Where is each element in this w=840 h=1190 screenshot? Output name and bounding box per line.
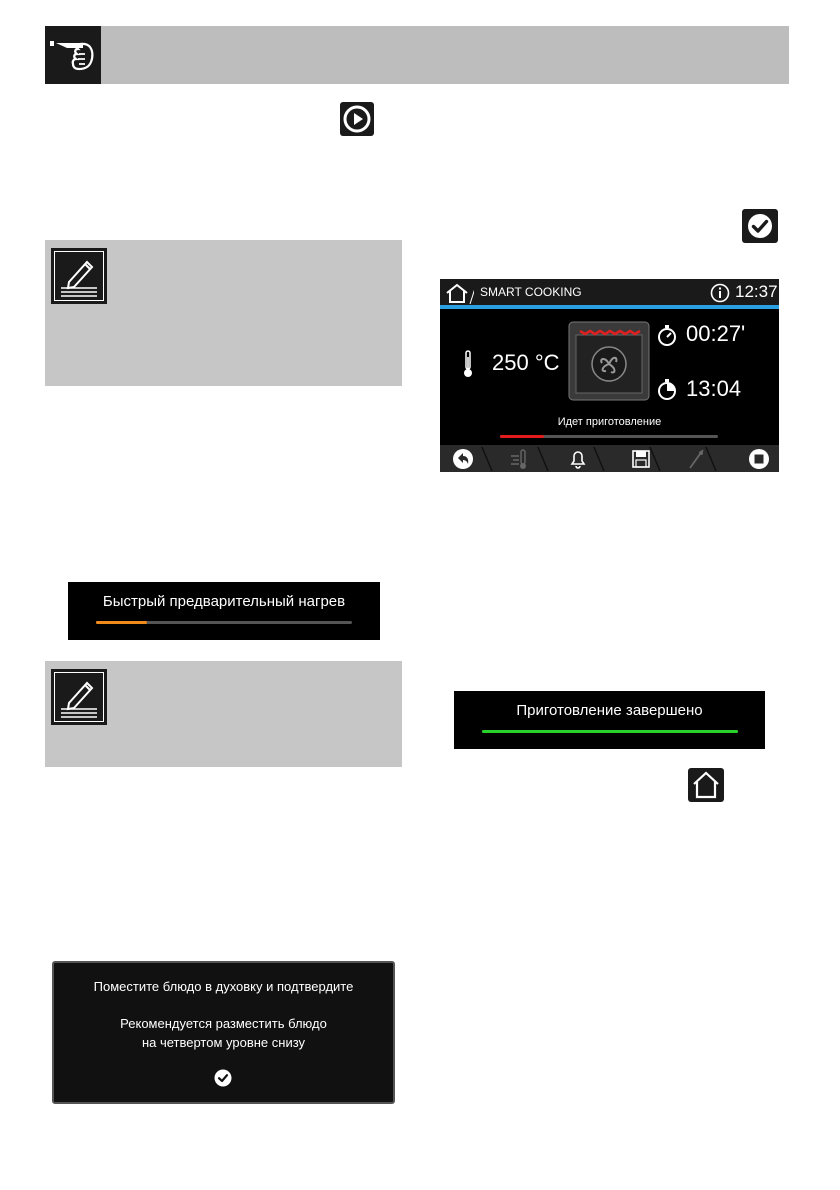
dialog-recommendation-line-1: Рекомендуется разместить блюдо	[120, 1016, 327, 1031]
cook-duration: 00:27'	[686, 321, 746, 346]
play-button[interactable]	[340, 102, 374, 136]
done-progress-fill	[482, 730, 738, 733]
cooking-done-banner	[454, 691, 765, 749]
note-pencil-icon	[51, 669, 107, 725]
oven-bottom-bar	[440, 445, 779, 472]
timer-icon	[656, 323, 678, 347]
oven-fan-icon	[568, 321, 650, 401]
stop-icon[interactable]	[748, 448, 770, 470]
oven-status-text: Идет приготовление	[557, 416, 662, 428]
home-button[interactable]	[688, 768, 724, 802]
check-icon	[742, 209, 778, 243]
play-icon	[340, 102, 374, 136]
home-icon[interactable]	[444, 282, 474, 304]
oven-progress-fill	[500, 435, 544, 438]
pointing-hand-icon	[45, 26, 101, 84]
note-box	[45, 661, 402, 767]
dialog-confirm-check-icon[interactable]	[214, 1069, 232, 1087]
section-header-band	[45, 26, 789, 84]
preheat-progress-track	[96, 621, 352, 624]
place-dish-dialog	[52, 961, 395, 1104]
confirm-button[interactable]	[742, 209, 778, 243]
preheat-icon[interactable]	[508, 448, 530, 470]
oven-clock: 12:37	[735, 282, 778, 301]
info-icon[interactable]	[710, 283, 730, 303]
home-icon	[688, 768, 724, 802]
thermometer-icon	[462, 349, 474, 379]
end-time-icon	[656, 377, 678, 401]
oven-display-screen	[440, 279, 779, 472]
done-label: Приготовление завершено	[516, 702, 703, 719]
probe-icon[interactable]	[686, 448, 708, 470]
preheat-label: Быстрый предварительный нагрев	[102, 593, 346, 610]
dialog-recommendation-line-2: на четвертом уровне снизу	[141, 1035, 306, 1050]
note-box	[45, 240, 402, 386]
preheat-banner	[68, 582, 380, 640]
preheat-progress-fill	[96, 621, 147, 624]
oven-accent-line	[440, 305, 779, 309]
note-pencil-icon	[51, 248, 107, 304]
save-icon[interactable]	[630, 448, 652, 470]
end-time: 13:04	[686, 376, 742, 401]
back-icon[interactable]	[452, 448, 474, 470]
oven-title: SMART COOKING	[480, 285, 582, 299]
dialog-instruction: Поместите блюдо в духовку и подтвердите	[93, 979, 354, 994]
bell-icon[interactable]	[567, 448, 589, 470]
done-progress-track	[482, 730, 738, 733]
oven-temperature: 250 °C	[492, 350, 560, 375]
oven-progress-track	[500, 435, 718, 438]
